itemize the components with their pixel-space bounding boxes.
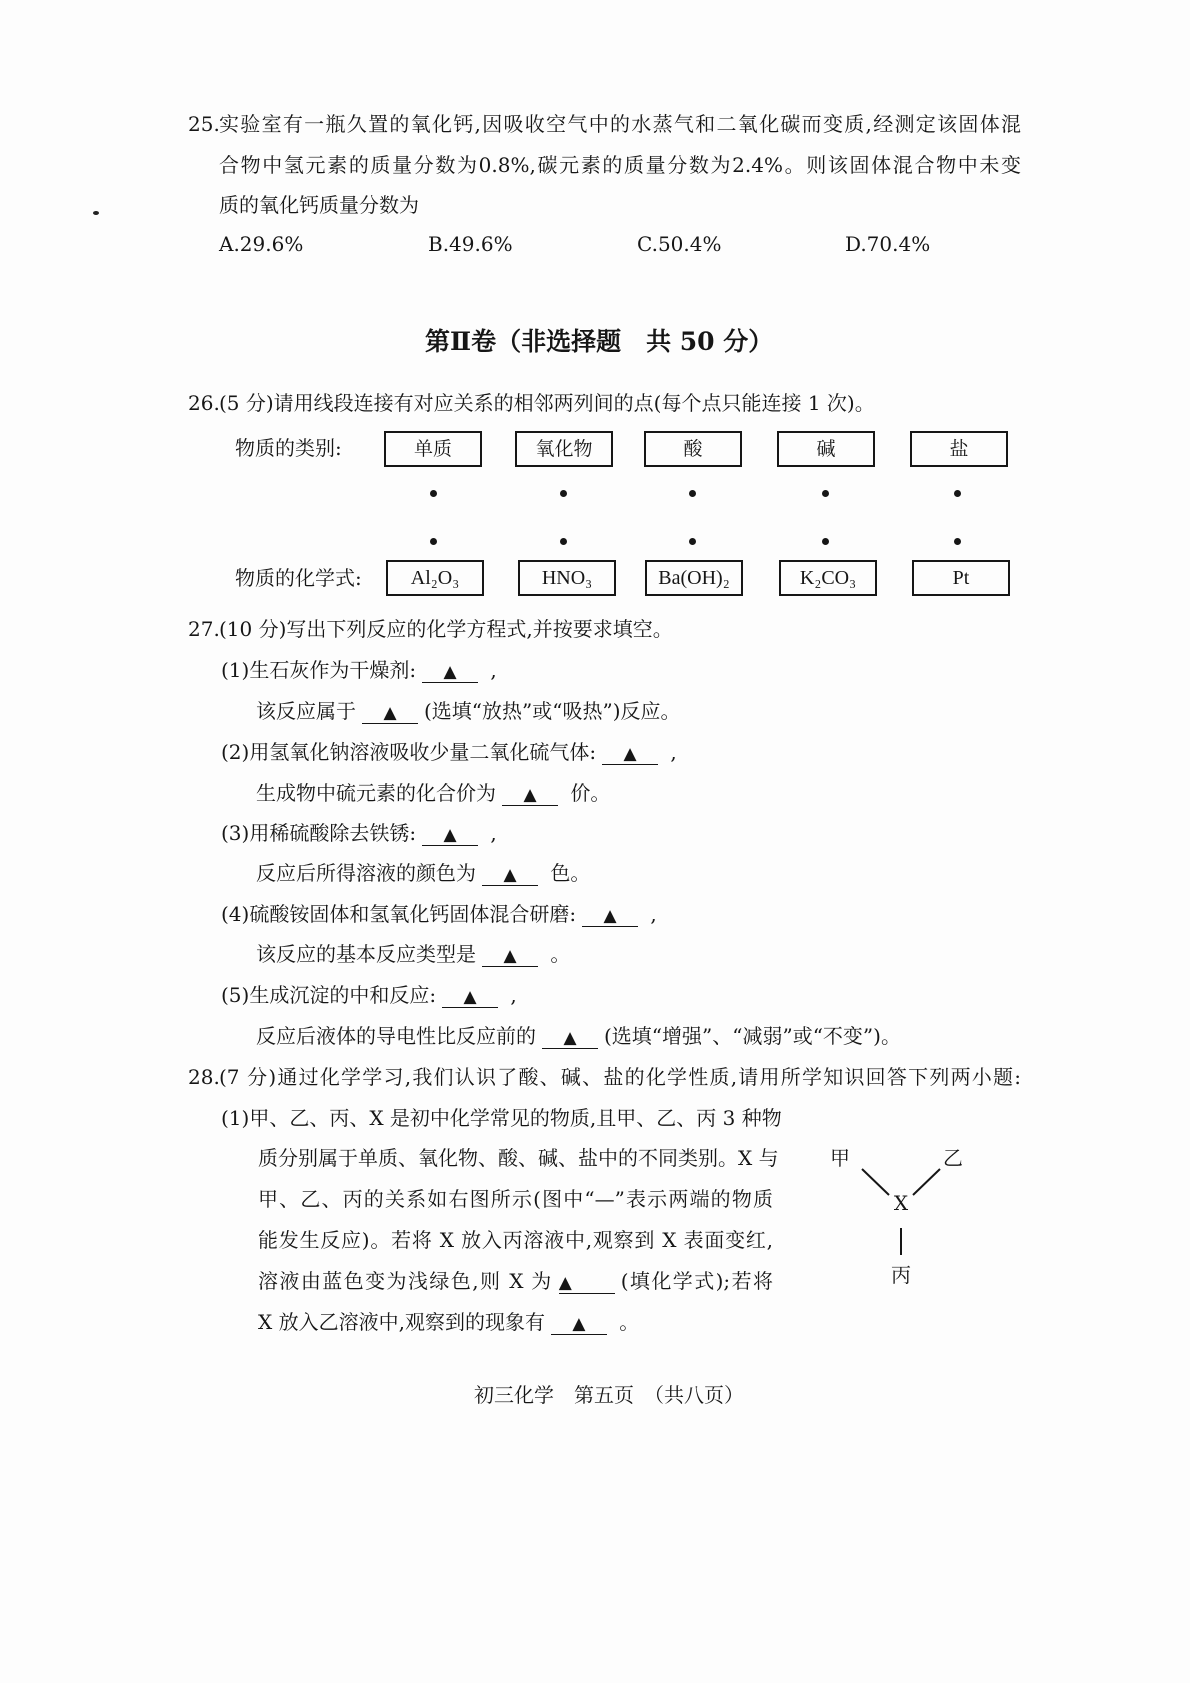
reaction-line (913, 1169, 940, 1195)
connection-dot (560, 538, 567, 545)
connection-dot (822, 490, 829, 497)
answer-blank: ▲ (482, 946, 538, 967)
category-box (515, 431, 613, 467)
question-text: , (664, 740, 677, 764)
question-text: (选填“增强”、“减弱”或“不变”)。 (604, 1024, 901, 1048)
category-row-label: 物质的类别: (235, 436, 342, 460)
question-text: (填化学式);若将 (620, 1269, 774, 1293)
sub-question-line (221, 902, 657, 927)
sub-question-line (221, 658, 497, 683)
question-text: (4)硫酸铵固体和氢氧化钙固体混合研磨: (221, 902, 577, 926)
formula-box (779, 560, 877, 596)
question-text-line (258, 1269, 773, 1294)
question-text: , (504, 983, 517, 1007)
option-d: D.70.4% (845, 232, 931, 256)
connection-dot (689, 490, 696, 497)
formula-label: Al₂O₃ (410, 567, 460, 589)
question-text: 色。 (544, 861, 591, 885)
answer-blank: ▲ (602, 744, 658, 765)
sub-question-line (256, 781, 610, 806)
answer-blank: ▲ (422, 825, 478, 846)
question-text: 价。 (564, 781, 611, 805)
connection-dot (954, 490, 961, 497)
answer-blank: ▲ (482, 865, 538, 886)
diagram-node-x: X (893, 1191, 909, 1215)
question-text-line (258, 1310, 639, 1335)
answer-blank: ▲ (502, 785, 558, 806)
question-prompt: (10 分)写出下列反应的化学方程式,并按要求填空。 (219, 617, 673, 641)
question-text-line: 甲、乙、丙的关系如右图所示(图中“—”表示两端的物质 (258, 1187, 773, 1211)
connection-dot (560, 490, 567, 497)
connection-dot (430, 538, 437, 545)
question-number: 28. (188, 1065, 220, 1089)
question-text-line: 实验室有一瓶久置的氧化钙,因吸收空气中的水蒸气和二氧化碳而变质,经测定该固体混 (219, 112, 1021, 136)
category-box (777, 431, 875, 467)
question-text: 反应后液体的导电性比反应前的 (256, 1024, 536, 1048)
question-text: , (484, 658, 497, 682)
question-text: (选填“放热”或“吸热”)反应。 (424, 699, 681, 723)
connection-dot (430, 490, 437, 497)
question-text: 。 (612, 1310, 640, 1334)
formula-box (518, 560, 616, 596)
question-text-line: 质分别属于单质、氧化物、酸、碱、盐中的不同类别。X 与 (258, 1146, 779, 1170)
question-text-line: (1)甲、乙、丙、X 是初中化学常见的物质,且甲、乙、丙 3 种物 (221, 1106, 782, 1130)
option-b: B.49.6% (428, 232, 513, 256)
answer-blank: ▲ (442, 987, 498, 1008)
scan-speck (93, 211, 99, 215)
category-label: 酸 (683, 438, 703, 460)
question-text: (3)用稀硫酸除去铁锈: (221, 821, 417, 845)
question-text: 溶液由蓝色变为浅绿色,则 X 为 (258, 1269, 553, 1293)
question-prompt: (5 分)请用线段连接有对应关系的相邻两列间的点(每个点只能连接 1 次)。 (219, 391, 875, 415)
question-text: (1)生石灰作为干燥剂: (221, 658, 417, 682)
sub-question-line (221, 983, 517, 1008)
question-text: X 放入乙溶液中,观察到的现象有 (258, 1310, 545, 1334)
question-text: 反应后所得溶液的颜色为 (256, 861, 476, 885)
formula-row-label: 物质的化学式: (235, 566, 362, 590)
question-number: 26. (188, 391, 220, 415)
formula-box (386, 560, 484, 596)
category-label: 盐 (949, 438, 969, 460)
diagram-node-bing: 丙 (891, 1263, 911, 1287)
question-text: (5)生成沉淀的中和反应: (221, 983, 437, 1007)
option-c: C.50.4% (637, 232, 722, 256)
sub-question-line (256, 1024, 901, 1049)
question-number: 25. (188, 112, 220, 136)
question-text: , (644, 902, 657, 926)
category-label: 氧化物 (535, 438, 593, 460)
formula-box (645, 560, 743, 596)
category-box (644, 431, 742, 467)
question-number: 27. (188, 617, 220, 641)
category-label: 碱 (816, 438, 836, 460)
question-text-line: 合物中氢元素的质量分数为0.8%,碳元素的质量分数为2.4%。则该固体混合物中未变 (219, 153, 1021, 177)
question-text: 该反应属于 (256, 699, 356, 723)
connection-dot (954, 538, 961, 545)
question-text: , (484, 821, 497, 845)
question-text: 该反应的基本反应类型是 (256, 942, 476, 966)
question-text: 。 (544, 942, 571, 966)
question-text: 生成物中硫元素的化合价为 (256, 781, 496, 805)
sub-question-line (256, 861, 590, 886)
answer-blank: ▲ (582, 906, 638, 927)
question-text-line: 质的氧化钙质量分数为 (219, 193, 419, 217)
question-text: (2)用氢氧化钠溶液吸收少量二氧化硫气体: (221, 740, 597, 764)
diagram-node-jia: 甲 (830, 1146, 850, 1170)
option-a: A.29.6% (219, 232, 304, 256)
formula-label: Ba(OH)₂ (658, 567, 730, 589)
question-text-line: 能发生反应)。若将 X 放入丙溶液中,观察到 X 表面变红, (258, 1228, 773, 1252)
sub-question-line (221, 740, 677, 765)
answer-blank: ▲ (559, 1273, 615, 1294)
category-label: 单质 (413, 438, 452, 460)
answer-blank: ▲ (362, 703, 418, 724)
formula-label: Pt (952, 567, 970, 589)
answer-blank: ▲ (551, 1314, 607, 1335)
connection-dot (822, 538, 829, 545)
category-box (384, 431, 482, 467)
reaction-line (862, 1169, 889, 1195)
question-prompt: (7 分)通过化学学习,我们认识了酸、碱、盐的化学性质,请用所学知识回答下列两小题: (219, 1065, 1021, 1089)
reaction-relation-diagram (820, 1140, 980, 1290)
sub-question-line (256, 699, 681, 724)
connection-dot (689, 538, 696, 545)
sub-question-line (256, 942, 570, 967)
section-heading: 第Ⅱ卷（非选择题 共 50 分） (425, 327, 774, 356)
answer-blank: ▲ (422, 662, 478, 683)
sub-question-line (221, 821, 497, 846)
formula-box (912, 560, 1010, 596)
diagram-node-yi: 乙 (943, 1146, 963, 1170)
formula-label: K₂CO₃ (799, 567, 857, 589)
page-footer: 初三化学 第五页 （共八页） (474, 1383, 744, 1407)
category-box (910, 431, 1008, 467)
formula-label: HNO₃ (541, 567, 593, 589)
answer-blank: ▲ (542, 1028, 598, 1049)
